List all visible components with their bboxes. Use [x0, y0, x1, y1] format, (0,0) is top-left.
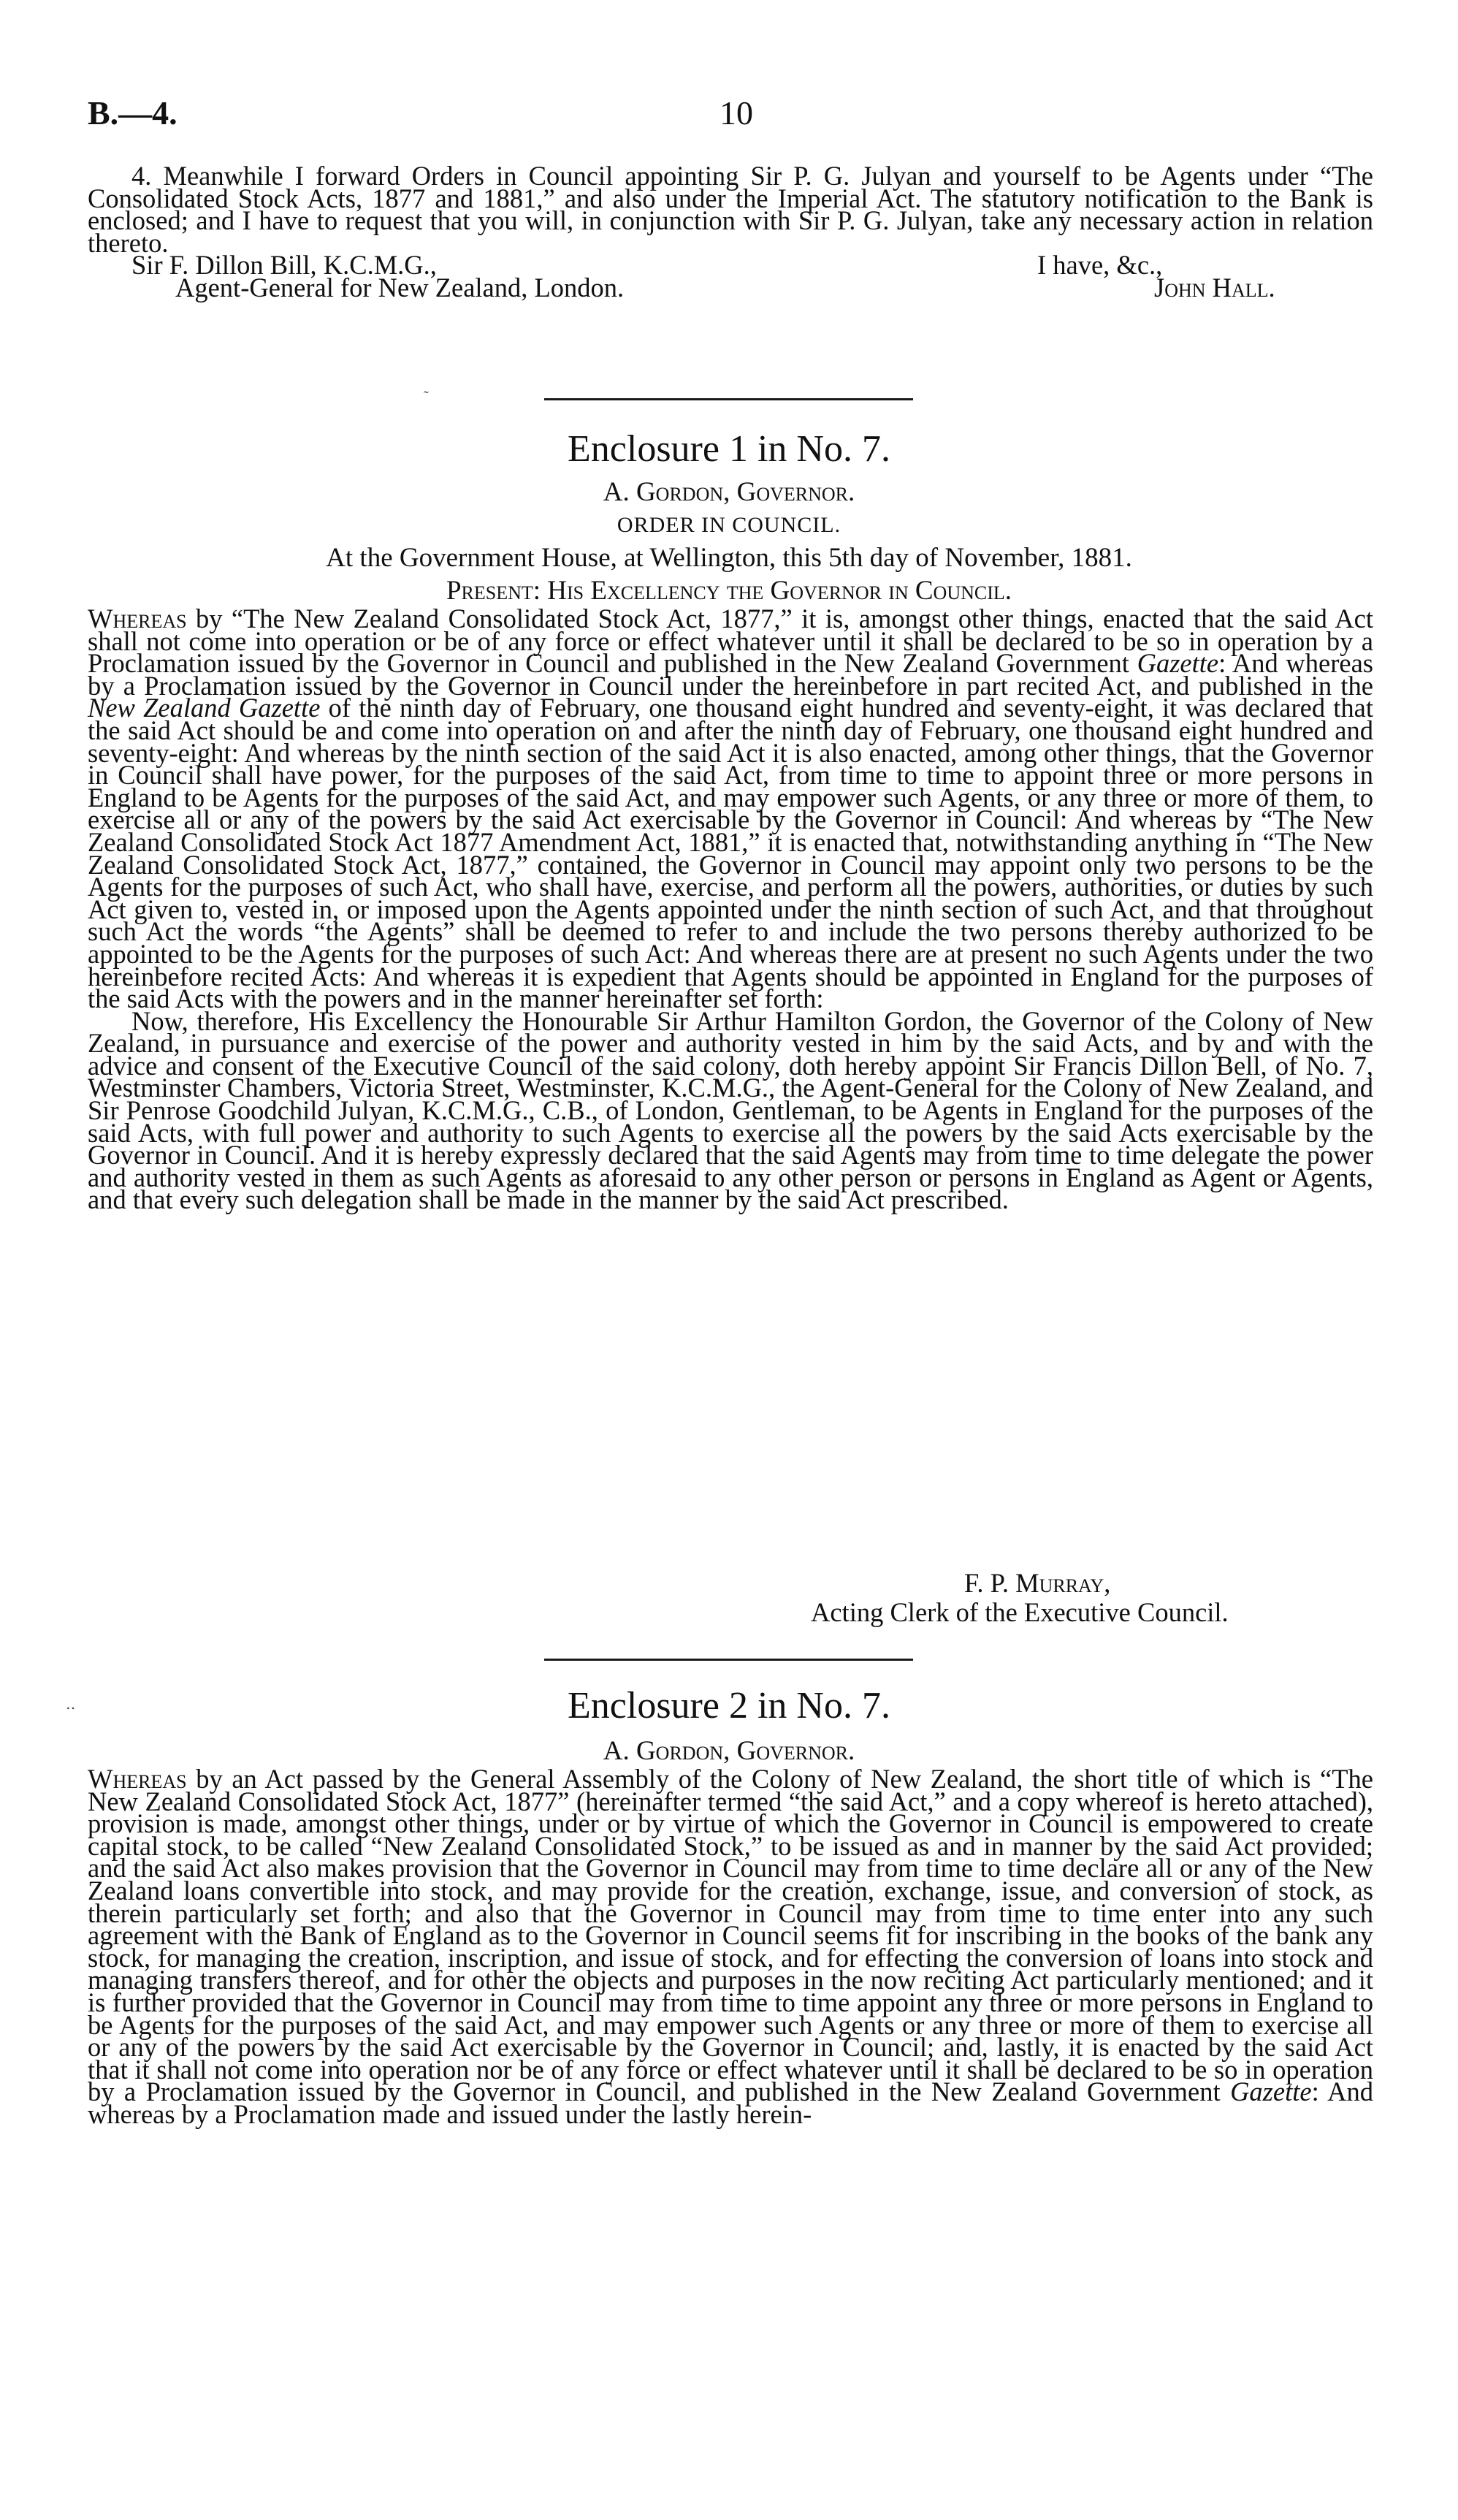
page-number: 10 — [720, 94, 753, 132]
enclosure-2-title: Enclosure 2 in No. 7. — [568, 1685, 890, 1727]
letter-paragraph-4 — [88, 161, 1373, 302]
body-part-a: by an Act passed by the General Assembly of the Colony of New Zealand, the short title of which is “The New Zealand Consolidated Stock Act, 1877” (hereinafter termed “the said Act,” and a copy whereof is hereto attached), provision is made, amongst other things, under or by virtue of which the Governor in Council is empowered to create capital stock, to be called “New Zealand Consolidated Stock,” to be issued as and in manner by the said Act provided; and the said Act also makes provision that the Governor in Council may from time to time declare all or any of the New Zealand loans convertible into stock, and may provide for the creation, exchange, issue, and conversion of stock, as therein particularly set forth; and also that the Governor in Council may from time to time enter into any such agreement with the Bank of England as to the Governor in Council seems fit for inscribing in the books of the bank any stock, for managing the creation, inscription, and issue of stock, and for effecting the conversion of loans into stock and managing transfers thereof, and for other the objects and purposes in the now reciting Act particularly mentioned; and it is further provided that the Governor in Council may from time to time appoint any three or more persons in England to be Agents for the purposes of the said Act, and may empower such Agents or any three or more of them to exercise all or any of the powers by the said Act exercisable by the Governor in Council; and, lastly, it is enacted by the said Act that it shall not come into operation nor be of any force or effect whatever until it shall be declared to be so in operation by a Proclamation issued by the Governor in Council, and published in the New Zealand Government — [88, 1764, 1373, 2107]
enclosure-2-paragraph — [88, 1764, 1373, 2129]
clerk-title: Acting Clerk of the Executive Council. — [811, 1597, 1229, 1627]
enclosure-1-title: Enclosure 1 in No. 7. — [568, 428, 890, 470]
body-1-part-a: by “The New Zealand Consolidated Stock Act, 1877,” it is, amongst other things, enacted that the said Act shall not come into operation or be of any force or effect whatever until it shall be declared to be so in operation by a Proclamation issued by the Governor in Council and published in the New Zealand Government — [88, 604, 1373, 679]
order-in-council-heading: ORDER IN COUNCIL. — [617, 513, 841, 537]
addressee: Sir F. Dillon Bill, K.C.M.G., — [131, 250, 437, 281]
closing: I have, &c., — [1037, 250, 1163, 281]
present-line: Present: His Excellency the Governor in Council. — [446, 576, 1012, 606]
enclosure-1-governor: A. Gordon, Governor. — [603, 477, 855, 507]
stray-mark: ˜ — [424, 389, 429, 405]
place-and-date: At the Government House, at Wellington, this 5th day of November, 1881. — [326, 543, 1132, 573]
clerk-signature: F. P. Murray, — [964, 1568, 1111, 1598]
signature: John Hall. — [1154, 272, 1275, 302]
gazette-italic: Gazette — [1230, 2076, 1312, 2107]
section-divider — [544, 1659, 913, 1661]
body-part-b: : And whereas by a Proclamation made and issued under the lastly herein- — [88, 2076, 1373, 2129]
page-header — [88, 94, 1359, 137]
enclosure-1-paragraph-2: Now, therefore, His Excellency the Honourable Sir Arthur Hamilton Gordon, the Governor of the Colony of New Zealand, in pursuance and exercise of the power and authority vested in him by the said Acts, and by and with the advice and consent of the Executive Council of the said colony, doth hereby appoint Sir Francis Dillon Bell, of No. 7, Westminster Chambers, Victoria Street, Westminster, K.C.M.G., the Agent-General for the Colony of New Zealand, and Sir Penrose Goodchild Julyan, K.C.M.G., C.B., of London, Gentleman, to be Agents in England for the purposes of the said Acts, with full power and authority to such Agents to exercise all the powers by the said Acts exercisable by the Governor in Council. And it is hereby expressly declared that the said Agents may from time to time delegate the power and authority vested in them as such Agents as aforesaid to any other person or persons in England as Agent or Agents, and that every such delegation shall be made in the manner by the said Act prescribed. — [88, 1005, 1373, 1215]
stray-mark: ‥ — [66, 1697, 76, 1713]
addressee-title: Agent-General for New Zealand, London. — [175, 272, 625, 302]
section-divider — [544, 398, 913, 400]
enclosure-2-governor: A. Gordon, Governor. — [603, 1736, 855, 1766]
enclosure-1-body — [88, 604, 1373, 1215]
whereas-word: Whereas — [88, 604, 187, 633]
body-1-part-b: : And whereas by a Proclamation issued by the Governor in Council under the hereinbefore in part recited Act, and published in the — [88, 648, 1373, 701]
nz-gazette-italic: New Zealand Gazette — [88, 693, 321, 723]
gazette-italic: Gazette — [1137, 648, 1219, 679]
paragraph-4-text: 4. Meanwhile I forward Orders in Council appointing Sir P. G. Julyan and yourself to be Agents under “The Consolidated Stock Acts, 1877 and 1881,” and also under the Imperial Act. The statutory notification to the Bank is enclosed; and I have to request that you will, in conjunction with Sir P. G. Julyan, take any necessary action in relation thereto. — [88, 161, 1373, 258]
enclosure-1-paragraph-1 — [88, 604, 1373, 1014]
whereas-word: Whereas — [88, 1764, 187, 1794]
enclosure-2-body — [88, 1764, 1373, 2129]
document-reference: B.—4. — [88, 94, 178, 132]
addressee-title-row — [88, 272, 1373, 302]
body-1-part-c: of the ninth day of February, one thousand eight hundred and seventy-eight, it was declared that the said Act should be and come into operation on and after the ninth day of February, one thousand eight hundred and seventy-eight: And whereas by the ninth section of the said Act it is also enacted, among other things, that the Governor in Council shall have power, for the purposes of the said Act, from time to time to appoint three or more persons in England to be Agents for the purposes of the said Act, and may empower such Agents, or any three or more of them, to exercise all or any of the powers by the said Act exercisable by the Governor in Council: And whereas by “The New Zealand Consolidated Stock Act 1877 Amendment Act, 1881,” it is enacted that, notwithstanding anything in “The New Zealand Consolidated Stock Act, 1877,” contained, the Governor in Council may appoint only two persons to be the Agents for the purposes of such Act, who shall have, exercise, and perform all the powers, authorities, or duties by such Act given to, vested in, or imposed upon the Agents appointed under the ninth section of such Act, and that throughout such Act the words “the Agents” shall be deemed to refer to and include the two persons thereby authorized to be appointed to be the Agents for the purposes of such Act: And whereas there are at present no such Agents under the two hereinbefore recited Acts: And whereas it is expedient that Agents should be appointed in England for the purposes of the said Acts with the powers and in the manner hereinafter set forth: — [88, 693, 1373, 1014]
